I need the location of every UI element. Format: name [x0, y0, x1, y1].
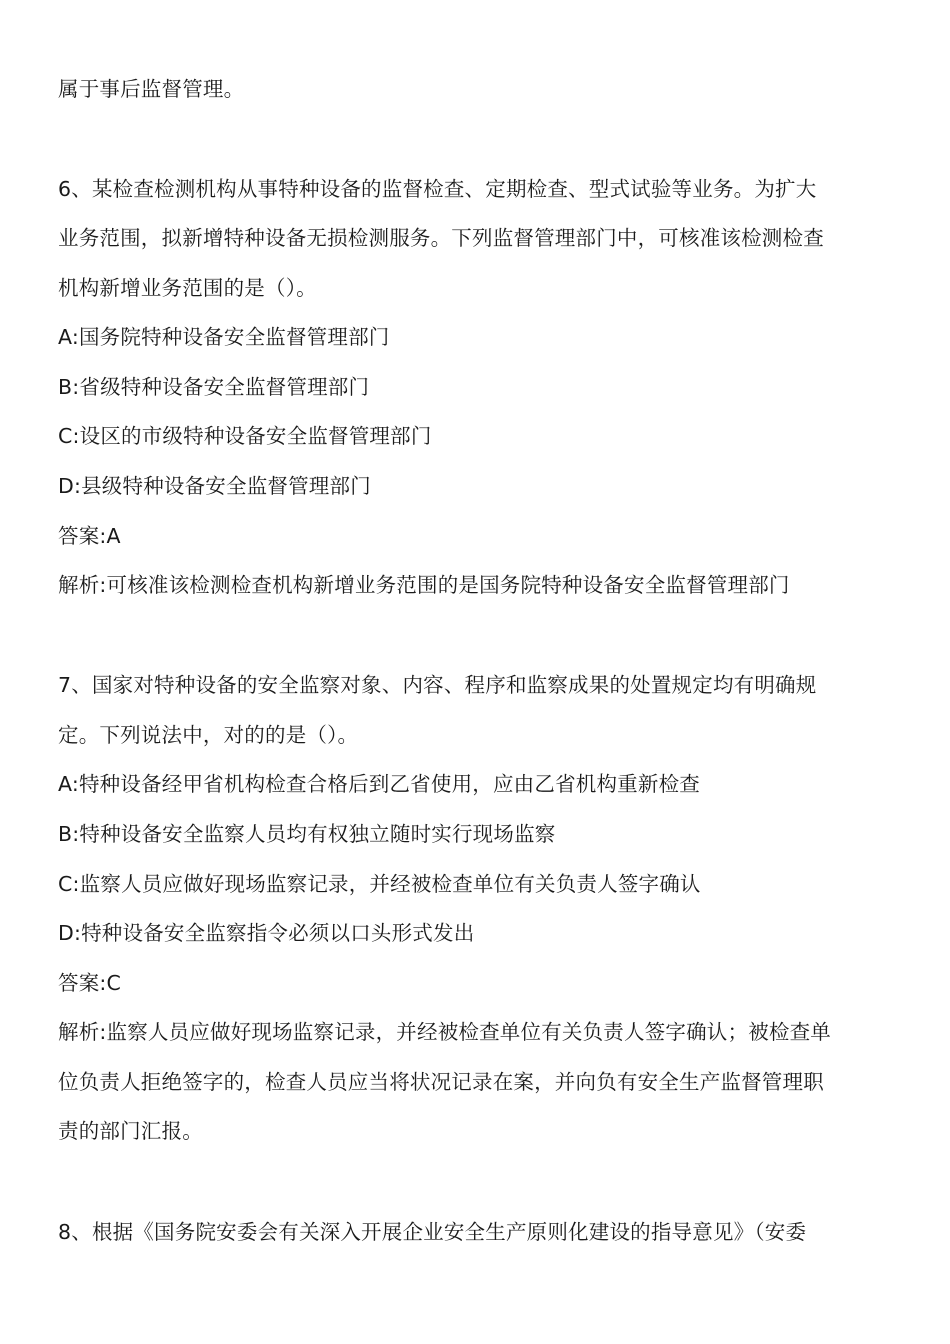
q7-analysis-line-3: 责的部门汇报。 [58, 1119, 203, 1143]
q7-stem-line-2: 定。下列说法中，对的的是（）。 [58, 723, 359, 747]
q7-option-a: A:特种设备经甲省机构检查合格后到乙省使用，应由乙省机构重新检查 [58, 772, 700, 796]
q7-answer: 答案:C [58, 971, 122, 995]
q6-option-d: D:县级特种设备安全监督管理部门 [58, 474, 371, 498]
q6-answer: 答案:A [58, 524, 121, 548]
q6-analysis-line-1: 解析:可核准该检测检查机构新增业务范围的是国务院特种设备安全监督管理部门 [58, 573, 790, 597]
q7-analysis-line-1: 解析:监察人员应做好现场监察记录，并经被检查单位有关负责人签字确认；被检查单 [58, 1020, 832, 1044]
q6-stem-line-3: 机构新增业务范围的是（）。 [58, 276, 317, 300]
q8-stem-line-1: 8、根据《国务院安委会有关深入开展企业安全生产原则化建设的指导意见》（安委 [58, 1220, 807, 1244]
q7-analysis-line-2: 位负责人拒绝签字的，检查人员应当将状况记录在案，并向负有安全生产监督管理职 [58, 1070, 824, 1094]
q7-stem-line-1: 7、国家对特种设备的安全监察对象、内容、程序和监察成果的处置规定均有明确规 [58, 673, 817, 697]
q7-option-c: C:监察人员应做好现场监察记录，并经被检查单位有关负责人签字确认 [58, 872, 701, 896]
q7-option-b: B:特种设备安全监察人员均有权独立随时实行现场监察 [58, 822, 556, 846]
q6-option-c: C:设区的市级特种设备安全监督管理部门 [58, 424, 432, 448]
intro-text: 属于事后监督管理。 [58, 77, 245, 101]
q6-option-b: B:省级特种设备安全监督管理部门 [58, 375, 370, 399]
q7-option-d: D:特种设备安全监察指令必须以口头形式发出 [58, 921, 475, 945]
q6-option-a: A:国务院特种设备安全监督管理部门 [58, 325, 390, 349]
q6-stem-line-2: 业务范围，拟新增特种设备无损检测服务。下列监督管理部门中，可核准该检测检查 [58, 226, 824, 250]
q6-stem-line-1: 6、某检查检测机构从事特种设备的监督检查、定期检查、型式试验等业务。为扩大 [58, 177, 817, 201]
